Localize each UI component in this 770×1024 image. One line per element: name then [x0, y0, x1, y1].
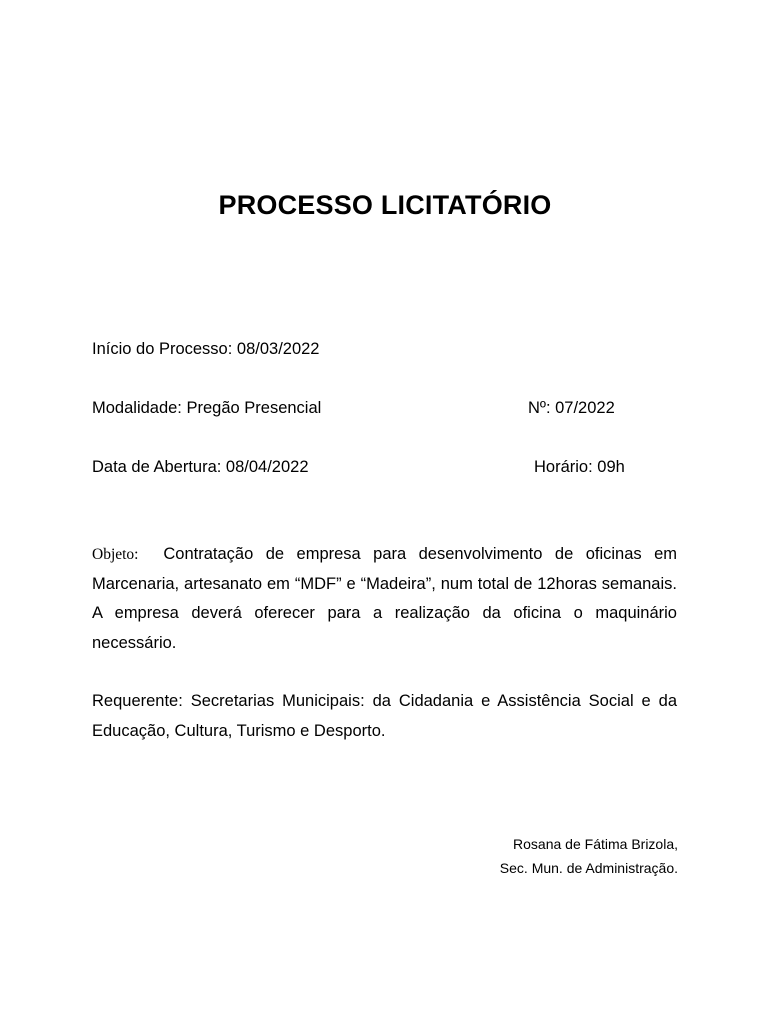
- object-label: Objeto:: [92, 546, 139, 563]
- signature-name: Rosana de Fátima Brizola,: [513, 836, 678, 852]
- signature-role: Sec. Mun. de Administração.: [499, 860, 678, 876]
- requester-paragraph: Requerente: Secretarias Municipais: da Cidadania e Assistência Social e da Educação, Cultura, Turismo e Desporto.: [92, 692, 677, 740]
- document-title: PROCESSO LICITATÓRIO: [218, 190, 552, 220]
- opening-time: Horário: 09h: [534, 458, 625, 476]
- object-text: Contratação de empresa para desenvolvimento de oficinas em Marcenaria, artesanato em “MDF” e “Madeira”, num total de 12horas semanais. A empresa deverá oferecer para a realização da oficina o maquinário necessário.: [92, 545, 677, 652]
- signature-block: [500, 832, 678, 880]
- process-number: Nº: 07/2022: [528, 399, 615, 417]
- modality: Modalidade: Pregão Presencial: [92, 399, 322, 417]
- process-start-date: Início do Processo: 08/03/2022: [92, 340, 320, 358]
- object-paragraph: [92, 540, 677, 658]
- opening-date: Data de Abertura: 08/04/2022: [92, 458, 309, 476]
